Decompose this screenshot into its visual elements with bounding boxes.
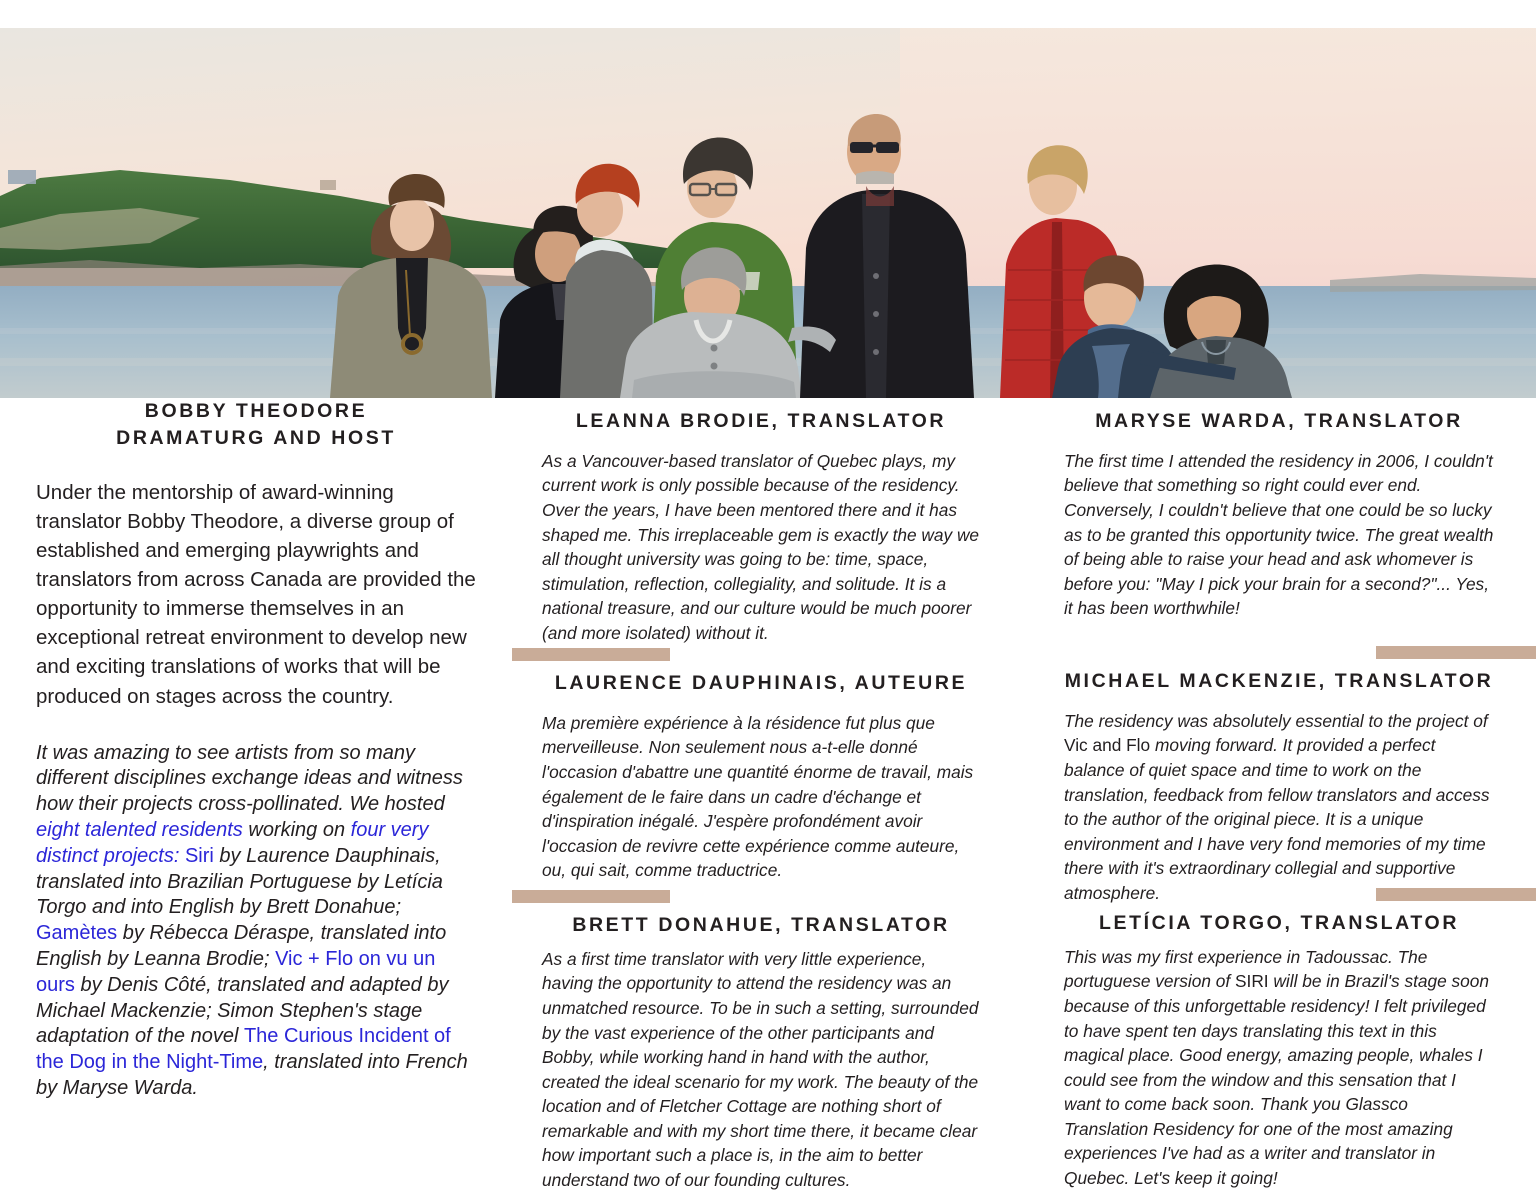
section-divider-bar xyxy=(512,648,670,661)
testimonial-brett-donahue xyxy=(512,912,1024,1192)
note-part-3: by Laurence Dauphinais, translated into Brazilian Portuguese by Letícia Torgo and into English by Brett Donahue; xyxy=(36,844,443,919)
header-photo-banner xyxy=(0,28,1536,398)
host-lead-paragraph: Under the mentorship of award-winning translator Bobby Theodore, a diverse group of established and emerging playwrights and translators from across Canada are provided the opportunity to immerse themselves in an exceptional retreat environment to develop new and exciting translations of works that will be produced on stages across the country. xyxy=(36,480,476,708)
note-part-1: It was amazing to see artists from so many different disciplines exchange ideas and witness how their projects cross-pollinated. We hosted xyxy=(36,741,463,816)
testimonial-maryse-warda xyxy=(1024,408,1536,621)
quote-part-2: will be in Brazil's stage soon because of this unforgettable residency! I felt privileged to have spent ten days translating this text in this magical place. Good energy, amazing people, whales I could see from the window and this sensation that I want to come back soon. Thank you Glassco Translation Residency for one of the most amazing experiences I've had as a writer and translator in Quebec. Let's keep it going! xyxy=(1064,971,1489,1188)
section-divider-bar xyxy=(1376,888,1536,901)
note-part-5: by Denis Côté, translated and adapted by Michael Mackenzie; Simon Stephen's stage adaptation of the novel xyxy=(36,973,449,1048)
link-siri[interactable]: Siri xyxy=(179,844,214,867)
note-part-6: , translated into French by Maryse Warda. xyxy=(36,1051,468,1100)
quote-part-1: The residency was absolutely essential to the project of xyxy=(1064,710,1488,731)
testimonial-laurence-dauphinais xyxy=(512,670,1024,883)
host-name: BOBBY THEODORE xyxy=(144,400,368,422)
link-four-distinct-projects[interactable]: four very distinct projects: xyxy=(36,819,429,867)
work-title-vic-and-flo: Vic and Flo xyxy=(1064,735,1151,756)
section-divider-bar xyxy=(512,890,670,903)
testimonial-michael-mackenzie xyxy=(1024,668,1536,905)
testimonial-title: BRETT DONAHUE, TRANSLATOR xyxy=(572,914,950,936)
testimonial-quote: Ma première expérience à la résidence fut plus que merveilleuse. Non seulement nous a-t-elle donné l'occasion d'abattre une quantité énorme de travail, mais également de le faire dans un cadre d'échange et d'inspiration inégalé. J'espère profondément avoir l'occasion de revivre cette expérience comme auteure, ou, qui sait, comme traductrice. xyxy=(542,712,974,881)
host-title xyxy=(36,398,476,452)
testimonial-leanna-brodie xyxy=(512,408,1024,645)
work-title-siri: SIRI xyxy=(1235,971,1269,992)
quote-part-2: moving forward. It provided a perfect balance of quiet space and time to work on the translation, feedback from fellow translators and access to the author of the original piece. It is a unique environment and I have very fond memories of my time there with it's extraordinary collegial and supportive atmosphere. xyxy=(1064,735,1490,903)
host-role: DRAMATURG AND HOST xyxy=(116,426,396,449)
link-gametes[interactable]: Gamètes xyxy=(36,922,118,945)
link-vic-flo[interactable]: Vic + Flo on vu un ours xyxy=(36,948,436,996)
testimonial-quote: The first time I attended the residency in 2006, I couldn't believe that something so right could ever end. Conversely, I couldn't believe that one could be so lucky as to be granted this opportunity twice. The great wealth of being able to raise your head and ask whomever is before you: "May I pick your brain for a second?"... Yes, it has been worthwhile! xyxy=(1064,450,1494,619)
testimonial-title: MICHAEL MACKENZIE, TRANSLATOR xyxy=(1064,670,1494,692)
testimonial-quote: As a first time translator with very little experience, having the opportunity to attend the residency was an unmatched resource. To be in such a setting, surrounded by the vast experience of the other participants and Bobby, while working hand in hand with the author, created the ideal scenario for my work. The beauty of the location and of Fletcher Cottage are nothing short of remarkable and with my short time there, it became clear how important such a place is, in the aim to better understand two of our founding cultures. xyxy=(542,948,979,1190)
note-part-4: by Rébecca Déraspe, translated into English by Leanna Brodie; xyxy=(36,922,447,971)
link-curious-incident[interactable]: The Curious Incident of the Dog in the Night-Time xyxy=(36,1025,451,1074)
testimonial-quote xyxy=(1064,945,1494,1190)
testimonial-title: LEANNA BRODIE, TRANSLATOR xyxy=(575,410,947,432)
section-divider-bar xyxy=(1376,646,1536,659)
testimonial-title: LAURENCE DAUPHINAIS, AUTEURE xyxy=(554,672,968,694)
column-host xyxy=(0,398,512,1122)
note-part-2: working on xyxy=(242,819,351,842)
host-note-paragraph xyxy=(36,741,476,1102)
group-photo xyxy=(0,28,1536,398)
content-columns xyxy=(0,398,1536,1190)
testimonial-leticia-torgo xyxy=(1024,910,1536,1190)
testimonial-quote xyxy=(1064,709,1494,905)
testimonial-title: MARYSE WARDA, TRANSLATOR xyxy=(1095,410,1463,432)
testimonial-quote: As a Vancouver-based translator of Quebec plays, my current work is only possible because of the residency. Over the years, I have been mentored there and it has shaped me. This irreplaceable gem is exactly the way we all thought university was going to be: time, space, stimulation, reflection, collegiality, and solitude. It is a national treasure, and our culture would be much poorer (and more isolated) without it. xyxy=(542,450,980,643)
testimonial-title: LETÍCIA TORGO, TRANSLATOR xyxy=(1098,912,1460,934)
link-eight-talented-residents[interactable]: eight talented residents xyxy=(36,819,243,842)
quote-part-1: This was my first experience in Tadoussac. The portuguese version of xyxy=(1064,946,1428,992)
